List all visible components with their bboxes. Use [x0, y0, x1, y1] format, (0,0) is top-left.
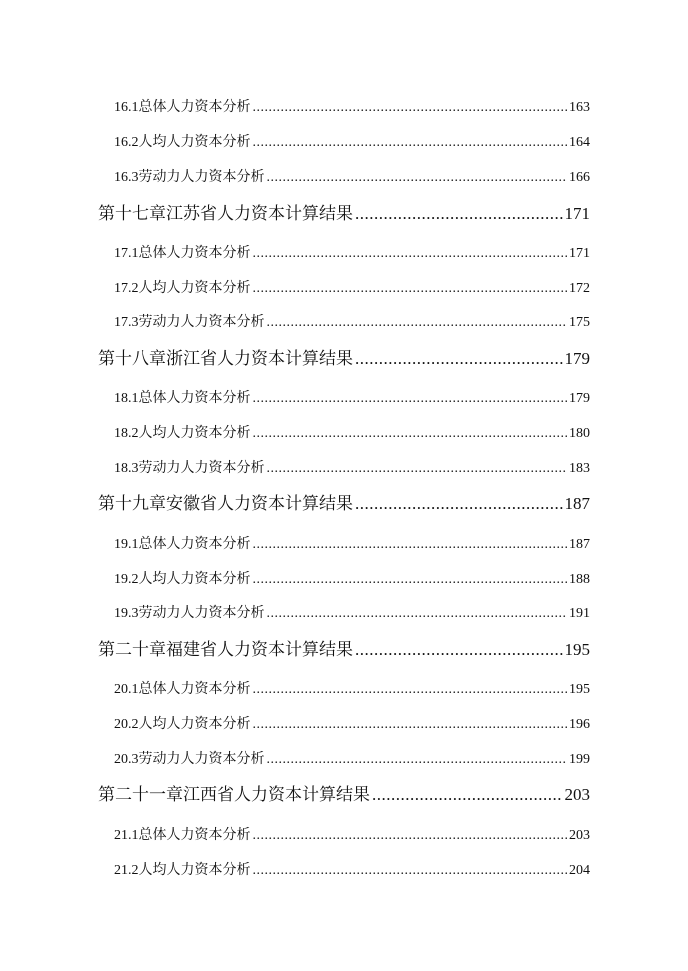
dot-leader [355, 349, 563, 369]
toc-section-20-2[interactable] [114, 713, 590, 733]
section-number: 18.3 [114, 461, 139, 476]
section-number: 17.3 [114, 315, 139, 330]
chapter-title: 江西省人力资本计算结果 [183, 785, 370, 805]
section-number: 21.1 [114, 828, 139, 843]
section-title: 劳动力人力资本分析 [138, 460, 265, 476]
dot-leader [267, 606, 568, 622]
chapter-title: 安徽省人力资本计算结果 [166, 494, 353, 514]
section-title: 总体人力资本分析 [138, 681, 251, 697]
dot-leader [267, 170, 568, 186]
toc-section-18-1[interactable] [114, 387, 590, 407]
toc-chapter-19[interactable] [98, 489, 590, 514]
dot-leader [253, 682, 568, 698]
section-number: 19.1 [114, 537, 139, 552]
chapter-title: 福建省人力资本计算结果 [166, 640, 353, 660]
page-number: 187 [564, 494, 590, 513]
page-number: 191 [569, 606, 590, 621]
toc-section-16-3[interactable] [114, 166, 590, 186]
dot-leader [355, 204, 563, 224]
section-number: 20.1 [114, 682, 139, 697]
dot-leader [253, 717, 568, 733]
page-number: 203 [564, 785, 590, 804]
section-number: 20.2 [114, 717, 139, 732]
chapter-number: 第二十一章 [98, 785, 183, 805]
dot-leader [267, 752, 568, 768]
toc-section-17-3[interactable] [114, 311, 590, 331]
page-number: 196 [569, 717, 590, 732]
chapter-number: 第十七章 [98, 204, 166, 224]
section-title: 总体人力资本分析 [138, 390, 251, 406]
page-number: 187 [569, 537, 590, 552]
toc-chapter-17[interactable] [98, 199, 590, 224]
section-title: 总体人力资本分析 [138, 245, 251, 261]
section-number: 18.1 [114, 391, 139, 406]
toc-section-19-1[interactable] [114, 533, 590, 553]
toc-section-18-3[interactable] [114, 457, 590, 477]
section-number: 20.3 [114, 752, 139, 767]
section-title: 人均人力资本分析 [138, 280, 251, 296]
page-number: 204 [569, 863, 590, 878]
dot-leader [267, 315, 568, 331]
dot-leader [253, 135, 568, 151]
section-title: 人均人力资本分析 [138, 571, 251, 587]
dot-leader [267, 461, 568, 477]
section-title: 劳动力人力资本分析 [138, 605, 265, 621]
chapter-number: 第十八章 [98, 349, 166, 369]
section-number: 19.3 [114, 606, 139, 621]
toc-section-21-1[interactable] [114, 824, 590, 844]
toc-chapter-21[interactable] [98, 780, 590, 805]
chapter-number: 第十九章 [98, 494, 166, 514]
toc-section-19-2[interactable] [114, 568, 590, 588]
section-number: 19.2 [114, 572, 139, 587]
section-title: 人均人力资本分析 [138, 425, 251, 441]
section-number: 18.2 [114, 426, 139, 441]
section-number: 16.2 [114, 135, 139, 150]
dot-leader [253, 246, 568, 262]
toc-section-17-2[interactable] [114, 277, 590, 297]
toc-section-19-3[interactable] [114, 602, 590, 622]
page-number: 195 [564, 640, 590, 659]
toc-section-16-1[interactable] [114, 96, 590, 116]
section-number: 17.2 [114, 281, 139, 296]
chapter-title: 浙江省人力资本计算结果 [166, 349, 353, 369]
page-number: 166 [569, 170, 590, 185]
page-number: 179 [569, 391, 590, 406]
dot-leader [372, 785, 563, 805]
page-number: 172 [569, 281, 590, 296]
page-number: 183 [569, 461, 590, 476]
dot-leader [253, 100, 568, 116]
section-title: 劳动力人力资本分析 [138, 169, 265, 185]
section-title: 劳动力人力资本分析 [138, 314, 265, 330]
section-number: 21.2 [114, 863, 139, 878]
section-title: 人均人力资本分析 [138, 134, 251, 150]
toc-chapter-18[interactable] [98, 344, 590, 369]
section-number: 16.3 [114, 170, 139, 185]
page-number: 163 [569, 100, 590, 115]
section-number: 17.1 [114, 246, 139, 261]
toc-section-17-1[interactable] [114, 242, 590, 262]
section-number: 16.1 [114, 100, 139, 115]
toc-section-21-2[interactable] [114, 859, 590, 879]
dot-leader [253, 391, 568, 407]
chapter-title: 江苏省人力资本计算结果 [166, 204, 353, 224]
toc-section-16-2[interactable] [114, 131, 590, 151]
page-number: 175 [569, 315, 590, 330]
dot-leader [253, 572, 568, 588]
dot-leader [253, 863, 568, 879]
dot-leader [355, 640, 563, 660]
dot-leader [253, 281, 568, 297]
chapter-number: 第二十章 [98, 640, 166, 660]
page-number: 188 [569, 572, 590, 587]
page-number: 171 [564, 204, 590, 223]
page-number: 171 [569, 246, 590, 261]
toc-section-18-2[interactable] [114, 422, 590, 442]
section-title: 总体人力资本分析 [138, 827, 251, 843]
section-title: 人均人力资本分析 [138, 862, 251, 878]
dot-leader [355, 494, 563, 514]
toc-chapter-20[interactable] [98, 635, 590, 660]
section-title: 总体人力资本分析 [138, 536, 251, 552]
dot-leader [253, 537, 568, 553]
page-number: 195 [569, 682, 590, 697]
page-number: 199 [569, 752, 590, 767]
dot-leader [253, 426, 568, 442]
page-number: 164 [569, 135, 590, 150]
page-number: 180 [569, 426, 590, 441]
section-title: 人均人力资本分析 [138, 716, 251, 732]
toc-section-20-3[interactable] [114, 748, 590, 768]
page-number: 203 [569, 828, 590, 843]
section-title: 总体人力资本分析 [138, 99, 251, 115]
dot-leader [253, 828, 568, 844]
page-number: 179 [564, 349, 590, 368]
toc-section-20-1[interactable] [114, 678, 590, 698]
section-title: 劳动力人力资本分析 [138, 751, 265, 767]
